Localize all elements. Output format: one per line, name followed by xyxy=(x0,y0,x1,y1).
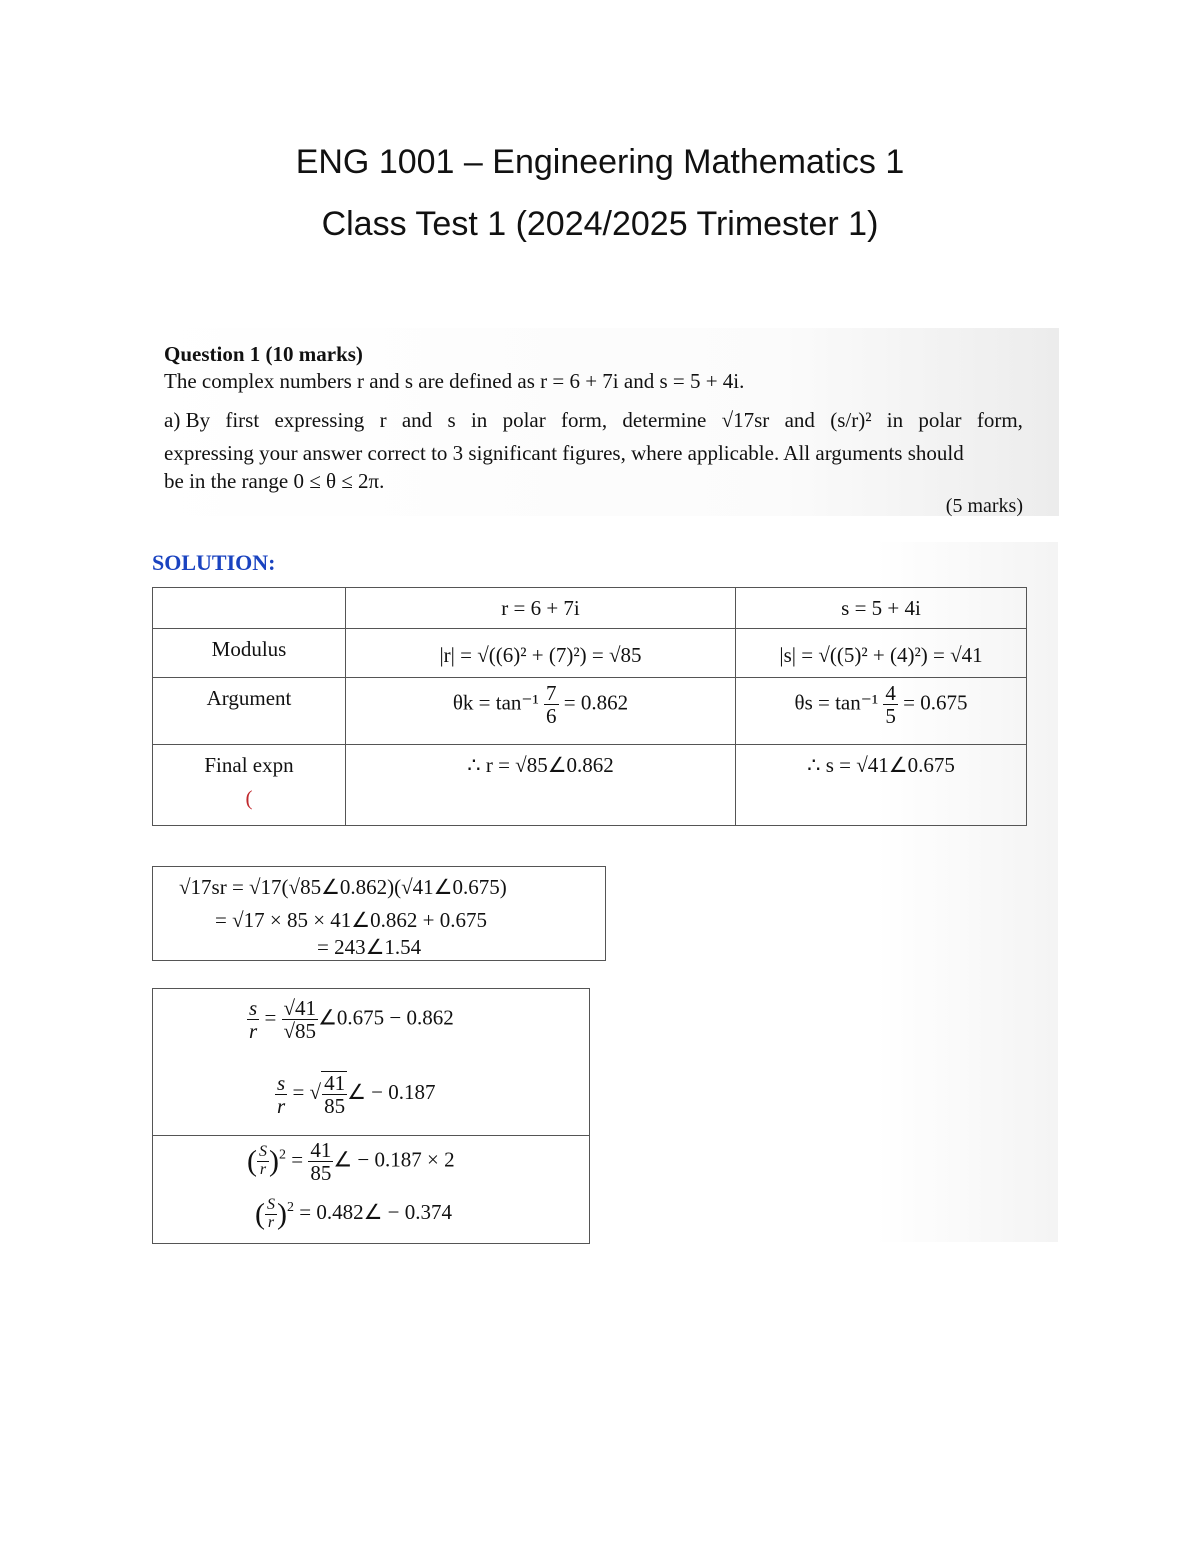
question-intro: The complex numbers r and s are defined as r = 6 + 7i and s = 5 + 4i. xyxy=(164,369,745,393)
table-row-argument xyxy=(153,678,1027,745)
final-r: ∴ r = √85∠0.862 xyxy=(346,745,736,826)
modulus-r: |r| = √((6)² + (7)²) = √85 xyxy=(346,629,736,678)
question-part-a-line1: a) By first expressing r and s in polar form, determine √17sr and (s/r)² in polar form, xyxy=(164,408,1023,432)
document-title: ENG 1001 – Engineering Mathematics 1 xyxy=(295,143,905,181)
polar-form-table xyxy=(152,587,1027,826)
table-header-row xyxy=(153,588,1027,629)
quotient-divider xyxy=(153,1135,589,1136)
table-header-s: s = 5 + 4i xyxy=(736,588,1027,629)
quotient-final: ( $\frac{S}{r}$ )$^2$ = 0.482∠ − 0.374 xyxy=(255,1196,453,1231)
table-row-final xyxy=(153,745,1027,826)
modulus-label: Modulus xyxy=(153,629,346,678)
table-header-empty xyxy=(153,588,346,629)
product-box xyxy=(152,866,606,961)
final-s: ∴ s = √41∠0.675 xyxy=(736,745,1027,826)
final-label: Final expn ( xyxy=(153,745,346,826)
product-line2: = √17 × 85 × 41∠0.862 + 0.675 xyxy=(215,908,487,932)
quotient-square: ( $\frac{S}{r}$ )$^2$ = $\frac{41}{85}$ ∠ − 0.187 × 2 xyxy=(247,1138,455,1186)
argument-r: θk = tan⁻¹ $\frac{7}{6}$ = 0.862 xyxy=(346,678,736,745)
quotient-eq2: $\frac{s}{r}$ = √ $\frac{41}{85}$ ∠ − 0.187 xyxy=(277,1070,436,1119)
question-part-a-line2: expressing your answer correct to 3 significant figures, where applicable. All arguments should xyxy=(164,441,964,465)
red-bracket-mark: ( xyxy=(245,786,253,810)
quotient-box xyxy=(152,988,590,1244)
argument-label: Argument xyxy=(153,678,346,745)
product-line3: = 243∠1.54 xyxy=(317,935,422,959)
modulus-s: |s| = √((5)² + (4)²) = √41 xyxy=(736,629,1027,678)
document-subtitle: Class Test 1 (2024/2025 Trimester 1) xyxy=(321,205,879,243)
question-heading: Question 1 (10 marks) xyxy=(164,342,363,366)
question-marks: (5 marks) xyxy=(945,495,1023,517)
solution-title: SOLUTION: xyxy=(152,550,276,575)
question-box xyxy=(142,328,1059,516)
quotient-eq1: $\frac{s}{r}$ = $\frac{√41}{√85}$ ∠0.675 − 0.862 xyxy=(249,996,454,1044)
product-line1: √17sr = √17(√85∠0.862)(√41∠0.675) xyxy=(179,875,507,899)
question-part-a-line3: be in the range 0 ≤ θ ≤ 2π. xyxy=(164,469,385,493)
table-row-modulus xyxy=(153,629,1027,678)
table-header-r: r = 6 + 7i xyxy=(346,588,736,629)
argument-s: θs = tan⁻¹ $\frac{4}{5}$ = 0.675 xyxy=(736,678,1027,745)
